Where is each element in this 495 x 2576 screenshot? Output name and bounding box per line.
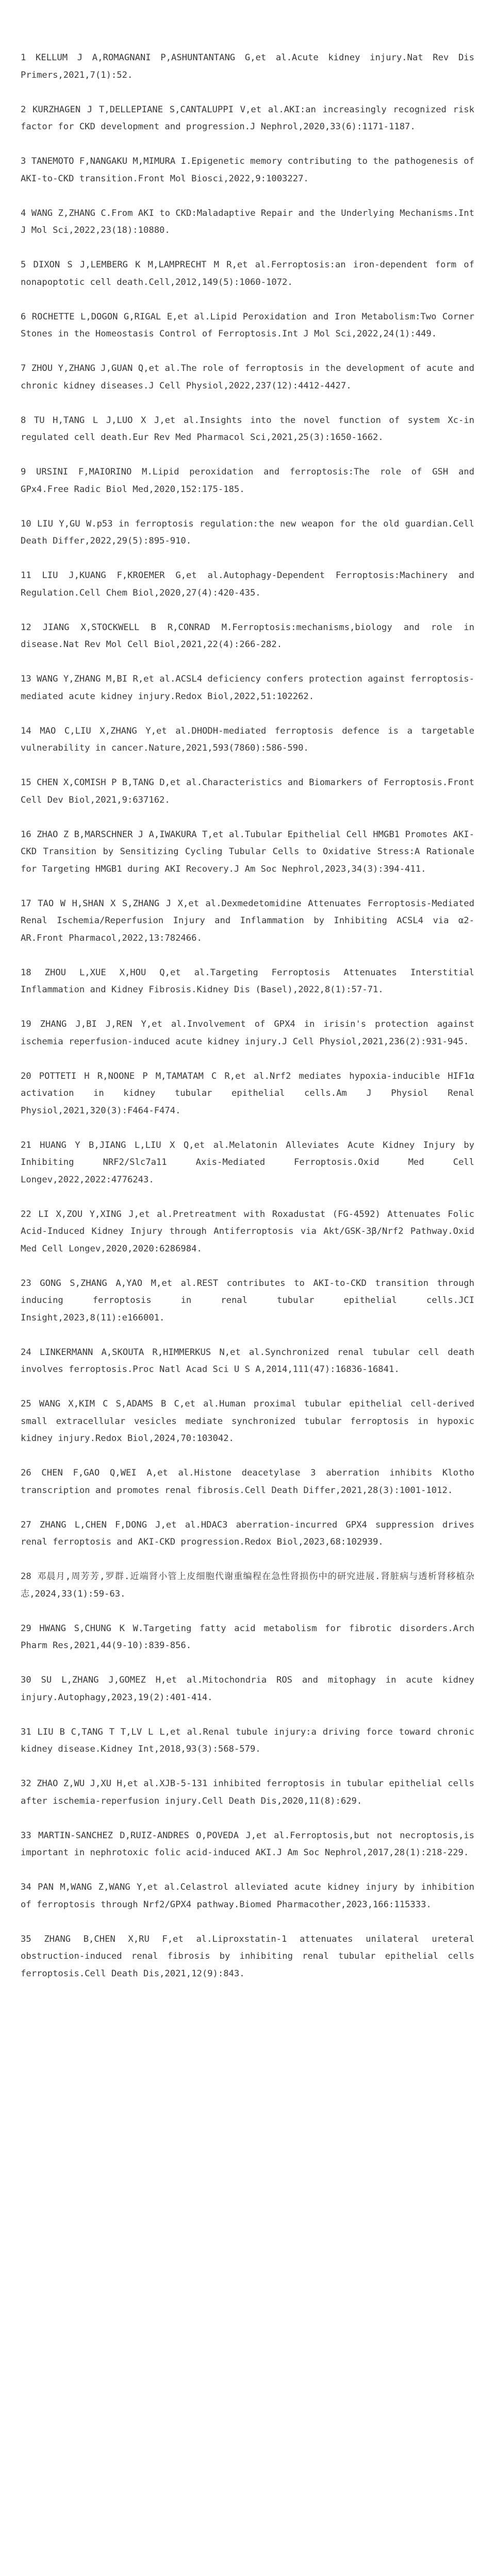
reference-item: 28 邓晨月,周芳芳,罗群.近端肾小管上皮细胞代谢重编程在急性肾损伤中的研究进展.肾脏病与透析肾移植杂志,2024,33(1):59-63. xyxy=(21,1571,474,1599)
reference-item: 7 ZHOU Y,ZHANG J,GUAN Q,et al.The role of ferroptosis in the development of acute and chronic kidney diseases.J Cell Physiol,2022,237(12):4412-4427. xyxy=(21,363,474,391)
reference-item: 19 ZHANG J,BI J,REN Y,et al.Involvement of GPX4 in irisin's protection against ischemia reperfusion-induced acute kidney injury.J Cell Physiol,2021,236(2):931-945. xyxy=(21,1019,474,1047)
reference-item: 13 WANG Y,ZHANG M,BI R,et al.ACSL4 deficiency confers protection against ferroptosis-mediated acute kidney injury.Redox Biol,2022,51:102262. xyxy=(21,674,474,702)
reference-item: 4 WANG Z,ZHANG C.From AKI to CKD:Maladaptive Repair and the Underlying Mechanisms.Int J Mol Sci,2022,23(18):10880. xyxy=(21,208,474,235)
reference-item: 31 LIU B C,TANG T T,LV L L,et al.Renal tubule injury:a driving force toward chronic kidney disease.Kidney Int,2018,93(3):568-579. xyxy=(21,1726,474,1754)
reference-item: 24 LINKERMANN A,SKOUTA R,HIMMERKUS N,et al.Synchronized renal tubular cell death involves ferroptosis.Proc Natl Acad Sci U S A,2014,111(47):16836-16841. xyxy=(21,1347,474,1375)
reference-item: 21 HUANG Y B,JIANG L,LIU X Q,et al.Melatonin Alleviates Acute Kidney Injury by Inhibiting NRF2/Slc7a11 Axis-Mediated Ferroptosis.Oxid Med Cell Longev,2022,2022:4776243. xyxy=(21,1140,474,1185)
reference-item: 34 PAN M,WANG Z,WANG Y,et al.Celastrol alleviated acute kidney injury by inhibition of ferroptosis through Nrf2/GPX4 pathway.Biomed Pharmacother,2023,166:115333. xyxy=(21,1882,474,1910)
reference-item: 8 TU H,TANG L J,LUO X J,et al.Insights into the novel function of system Xc-in regulated cell death.Eur Rev Med Pharmacol Sci,2021,25(3):1650-1662. xyxy=(21,415,474,443)
reference-item: 14 MAO C,LIU X,ZHANG Y,et al.DHODH-mediated ferroptosis defence is a targetable vulnerability in cancer.Nature,2021,593(7860):586-590. xyxy=(21,725,474,753)
reference-item: 25 WANG X,KIM C S,ADAMS B C,et al.Human proximal tubular epithelial cell-derived small extracellular vesicles mediate synchronized tubular ferroptosis in hypoxic kidney injury.Redox Biol,2024,70:103042. xyxy=(21,1399,474,1444)
reference-item: 20 POTTETI H R,NOONE P M,TAMATAM C R,et al.Nrf2 mediates hypoxia-inducible HIF1α activation in kidney tubular epithelial cells.Am J Physiol Renal Physiol,2021,320(3):F464-F474. xyxy=(21,1071,474,1116)
reference-item: 16 ZHAO Z B,MARSCHNER J A,IWAKURA T,et al.Tubular Epithelial Cell HMGB1 Promotes AKI-CKD Transition by Sensitizing Cycling Tubular Cells to Oxidative Stress:A Rationale for Targeting HMGB1 during AKI Recovery.J Am Soc Nephrol,2023,34(3):394-411. xyxy=(21,829,474,874)
reference-item: 1 KELLUM J A,ROMAGNANI P,ASHUNTANTANG G,et al.Acute kidney injury.Nat Rev Dis Primers,2021,7(1):52. xyxy=(21,53,474,80)
reference-item: 23 GONG S,ZHANG A,YAO M,et al.REST contributes to AKI-to-CKD transition through inducing ferroptosis in renal tubular epithelial cells.JCI Insight,2023,8(11):e166001. xyxy=(21,1278,474,1323)
reference-item: 29 HWANG S,CHUNG K W.Targeting fatty acid metabolism for fibrotic disorders.Arch Pharm Res,2021,44(9-10):839-856. xyxy=(21,1623,474,1651)
reference-item: 30 SU L,ZHANG J,GOMEZ H,et al.Mitochondria ROS and mitophagy in acute kidney injury.Autophagy,2023,19(2):401-414. xyxy=(21,1675,474,1703)
reference-item: 26 CHEN F,GAO Q,WEI A,et al.Histone deacetylase 3 aberration inhibits Klotho transcription and promotes renal fibrosis.Cell Death Differ,2021,28(3):1001-1012. xyxy=(21,1468,474,1496)
reference-item: 17 TAO W H,SHAN X S,ZHANG J X,et al.Dexmedetomidine Attenuates Ferroptosis-Mediated Renal Ischemia/Reperfusion Injury and Inflammation by Inhibiting ACSL4 via α2-AR.Front Pharmacol,2022,13:782466. xyxy=(21,898,474,943)
reference-item: 35 ZHANG B,CHEN X,RU F,et al.Liproxstatin-1 attenuates unilateral ureteral obstruction-induced renal fibrosis by inhibiting renal tubular epithelial cells ferroptosis.Cell Death Dis,2021,12(9):843. xyxy=(21,1934,474,1979)
reference-item: 15 CHEN X,COMISH P B,TANG D,et al.Characteristics and Biomarkers of Ferroptosis.Front Cell Dev Biol,2021,9:637162. xyxy=(21,777,474,805)
reference-item: 11 LIU J,KUANG F,KROEMER G,et al.Autophagy-Dependent Ferroptosis:Machinery and Regulation.Cell Chem Biol,2020,27(4):420-435. xyxy=(21,570,474,598)
reference-item: 18 ZHOU L,XUE X,HOU Q,et al.Targeting Ferroptosis Attenuates Interstitial Inflammation and Kidney Fibrosis.Kidney Dis (Basel),2022,8(1):57-71. xyxy=(21,967,474,995)
reference-item: 10 LIU Y,GU W.p53 in ferroptosis regulation:the new weapon for the old guardian.Cell Death Differ,2022,29(5):895-910. xyxy=(21,518,474,546)
reference-item: 6 ROCHETTE L,DOGON G,RIGAL E,et al.Lipid Peroxidation and Iron Metabolism:Two Corner Stones in the Homeostasis Control of Ferroptosis.Int J Mol Sci,2022,24(1):449. xyxy=(21,311,474,339)
reference-item: 5 DIXON S J,LEMBERG K M,LAMPRECHT M R,et al.Ferroptosis:an iron-dependent form of nonapoptotic cell death.Cell,2012,149(5):1060-1072. xyxy=(21,260,474,287)
reference-item: 2 KURZHAGEN J T,DELLEPIANE S,CANTALUPPI V,et al.AKI:an increasingly recognized risk factor for CKD development and progression.J Nephrol,2020,33(6):1171-1187. xyxy=(21,104,474,132)
reference-item: 3 TANEMOTO F,NANGAKU M,MIMURA I.Epigenetic memory contributing to the pathogenesis of AKI-to-CKD transition.Front Mol Biosci,2022,9:1003227. xyxy=(21,156,474,184)
reference-list xyxy=(21,49,474,2000)
reference-item: 9 URSINI F,MAIORINO M.Lipid peroxidation and ferroptosis:The role of GSH and GPx4.Free Radic Biol Med,2020,152:175-185. xyxy=(21,467,474,495)
reference-item: 12 JIANG X,STOCKWELL B R,CONRAD M.Ferroptosis:mechanisms,biology and role in disease.Nat Rev Mol Cell Biol,2021,22(4):266-282. xyxy=(21,622,474,650)
reference-item: 33 MARTIN-SANCHEZ D,RUIZ-ANDRES O,POVEDA J,et al.Ferroptosis,but not necroptosis,is important in nephrotoxic folic acid-induced AKI.J Am Soc Nephrol,2017,28(1):218-229. xyxy=(21,1830,474,1858)
reference-item: 22 LI X,ZOU Y,XING J,et al.Pretreatment with Roxadustat (FG-4592) Attenuates Folic Acid-Induced Kidney Injury through Antiferroptosis via Akt/GSK-3β/Nrf2 Pathway.Oxid Med Cell Longev,2020,2020:6286984. xyxy=(21,1209,474,1254)
reference-item: 32 ZHAO Z,WU J,XU H,et al.XJB-5-131 inhibited ferroptosis in tubular epithelial cells after ischemia-reperfusion injury.Cell Death Dis,2020,11(8):629. xyxy=(21,1778,474,1806)
reference-item: 27 ZHANG L,CHEN F,DONG J,et al.HDAC3 aberration-incurred GPX4 suppression drives renal ferroptosis and AKI-CKD progression.Redox Biol,2023,68:102939. xyxy=(21,1519,474,1547)
